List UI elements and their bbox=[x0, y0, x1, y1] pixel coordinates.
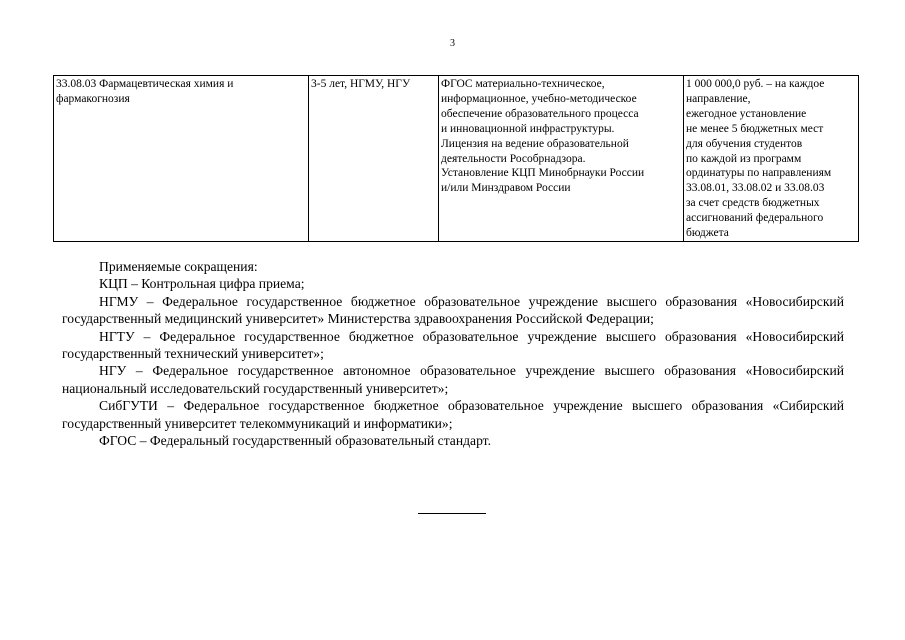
conditions-line: информационное, учебно-методическое bbox=[441, 92, 637, 105]
funding-line: за счет средств бюджетных bbox=[686, 197, 820, 210]
page-number: 3 bbox=[450, 38, 455, 49]
funding-line: по каждой из программ bbox=[686, 152, 802, 165]
funding-line: не менее 5 бюджетных мест bbox=[686, 122, 824, 135]
conditions-line: обеспечение образовательного процесса bbox=[441, 107, 639, 120]
funding-cell bbox=[684, 76, 859, 242]
abbreviation-item: НГУ – Федеральное государственное автономное образовательное учреждение высшего образования «Новосибирский национальный исследовательский государственный университет»; bbox=[62, 363, 844, 396]
funding-line: для обучения студентов bbox=[686, 137, 803, 150]
table-row bbox=[54, 76, 859, 242]
abbreviation-item: НГТУ – Федеральное государственное бюджетное образовательное учреждение высшего образования «Новосибирский государственный технический университет»; bbox=[62, 328, 844, 362]
term-cell: 3-5 лет, НГМУ, НГУ bbox=[309, 76, 439, 242]
abbreviation-item: НГМУ – Федеральное государственное бюджетное образовательное учреждение высшего образования «Новосибирский государственный медицинский университет» Министерства здравоохранения Российской Федерации; bbox=[62, 293, 844, 327]
funding-line: ассигнований федерального bbox=[686, 212, 824, 225]
abbreviation-item: КЦП – Контрольная цифра приема; bbox=[99, 276, 305, 292]
abbreviations-heading: Применяемые сокращения: bbox=[99, 259, 258, 274]
funding-line: бюджета bbox=[686, 227, 729, 240]
program-line: фармакогнозия bbox=[56, 92, 130, 105]
abbreviations-section bbox=[62, 258, 844, 449]
funding-line: ординатуры по направлениям bbox=[686, 167, 832, 180]
conditions-line: и/или Минздравом России bbox=[441, 182, 571, 195]
funding-line: направление, bbox=[686, 92, 751, 105]
conditions-line: Установление КЦП Минобрнауки России bbox=[441, 167, 645, 180]
program-cell bbox=[54, 76, 309, 242]
conditions-cell bbox=[439, 76, 684, 242]
conditions-line: и инновационной инфраструктуры. bbox=[441, 122, 615, 135]
end-of-document-rule bbox=[418, 513, 486, 514]
program-line: 33.08.03 Фармацевтическая химия и bbox=[56, 78, 234, 90]
program-table bbox=[53, 75, 859, 242]
abbreviation-item: СибГУТИ – Федеральное государственное бюджетное образовательное учреждение высшего образования «Сибирский государственный университет телекоммуникаций и информатики»; bbox=[62, 398, 844, 431]
funding-line: 1 000 000,0 руб. – на каждое bbox=[686, 78, 825, 90]
funding-line: ежегодное установление bbox=[686, 107, 807, 120]
abbreviation-item: ФГОС – Федеральный государственный образовательный стандарт. bbox=[99, 433, 492, 449]
conditions-line: ФГОС материально-техническое, bbox=[441, 78, 605, 90]
funding-line: 33.08.01, 33.08.02 и 33.08.03 bbox=[686, 182, 825, 195]
conditions-line: деятельности Рособрнадзора. bbox=[441, 152, 586, 165]
conditions-line: Лицензия на ведение образовательной bbox=[441, 137, 629, 150]
